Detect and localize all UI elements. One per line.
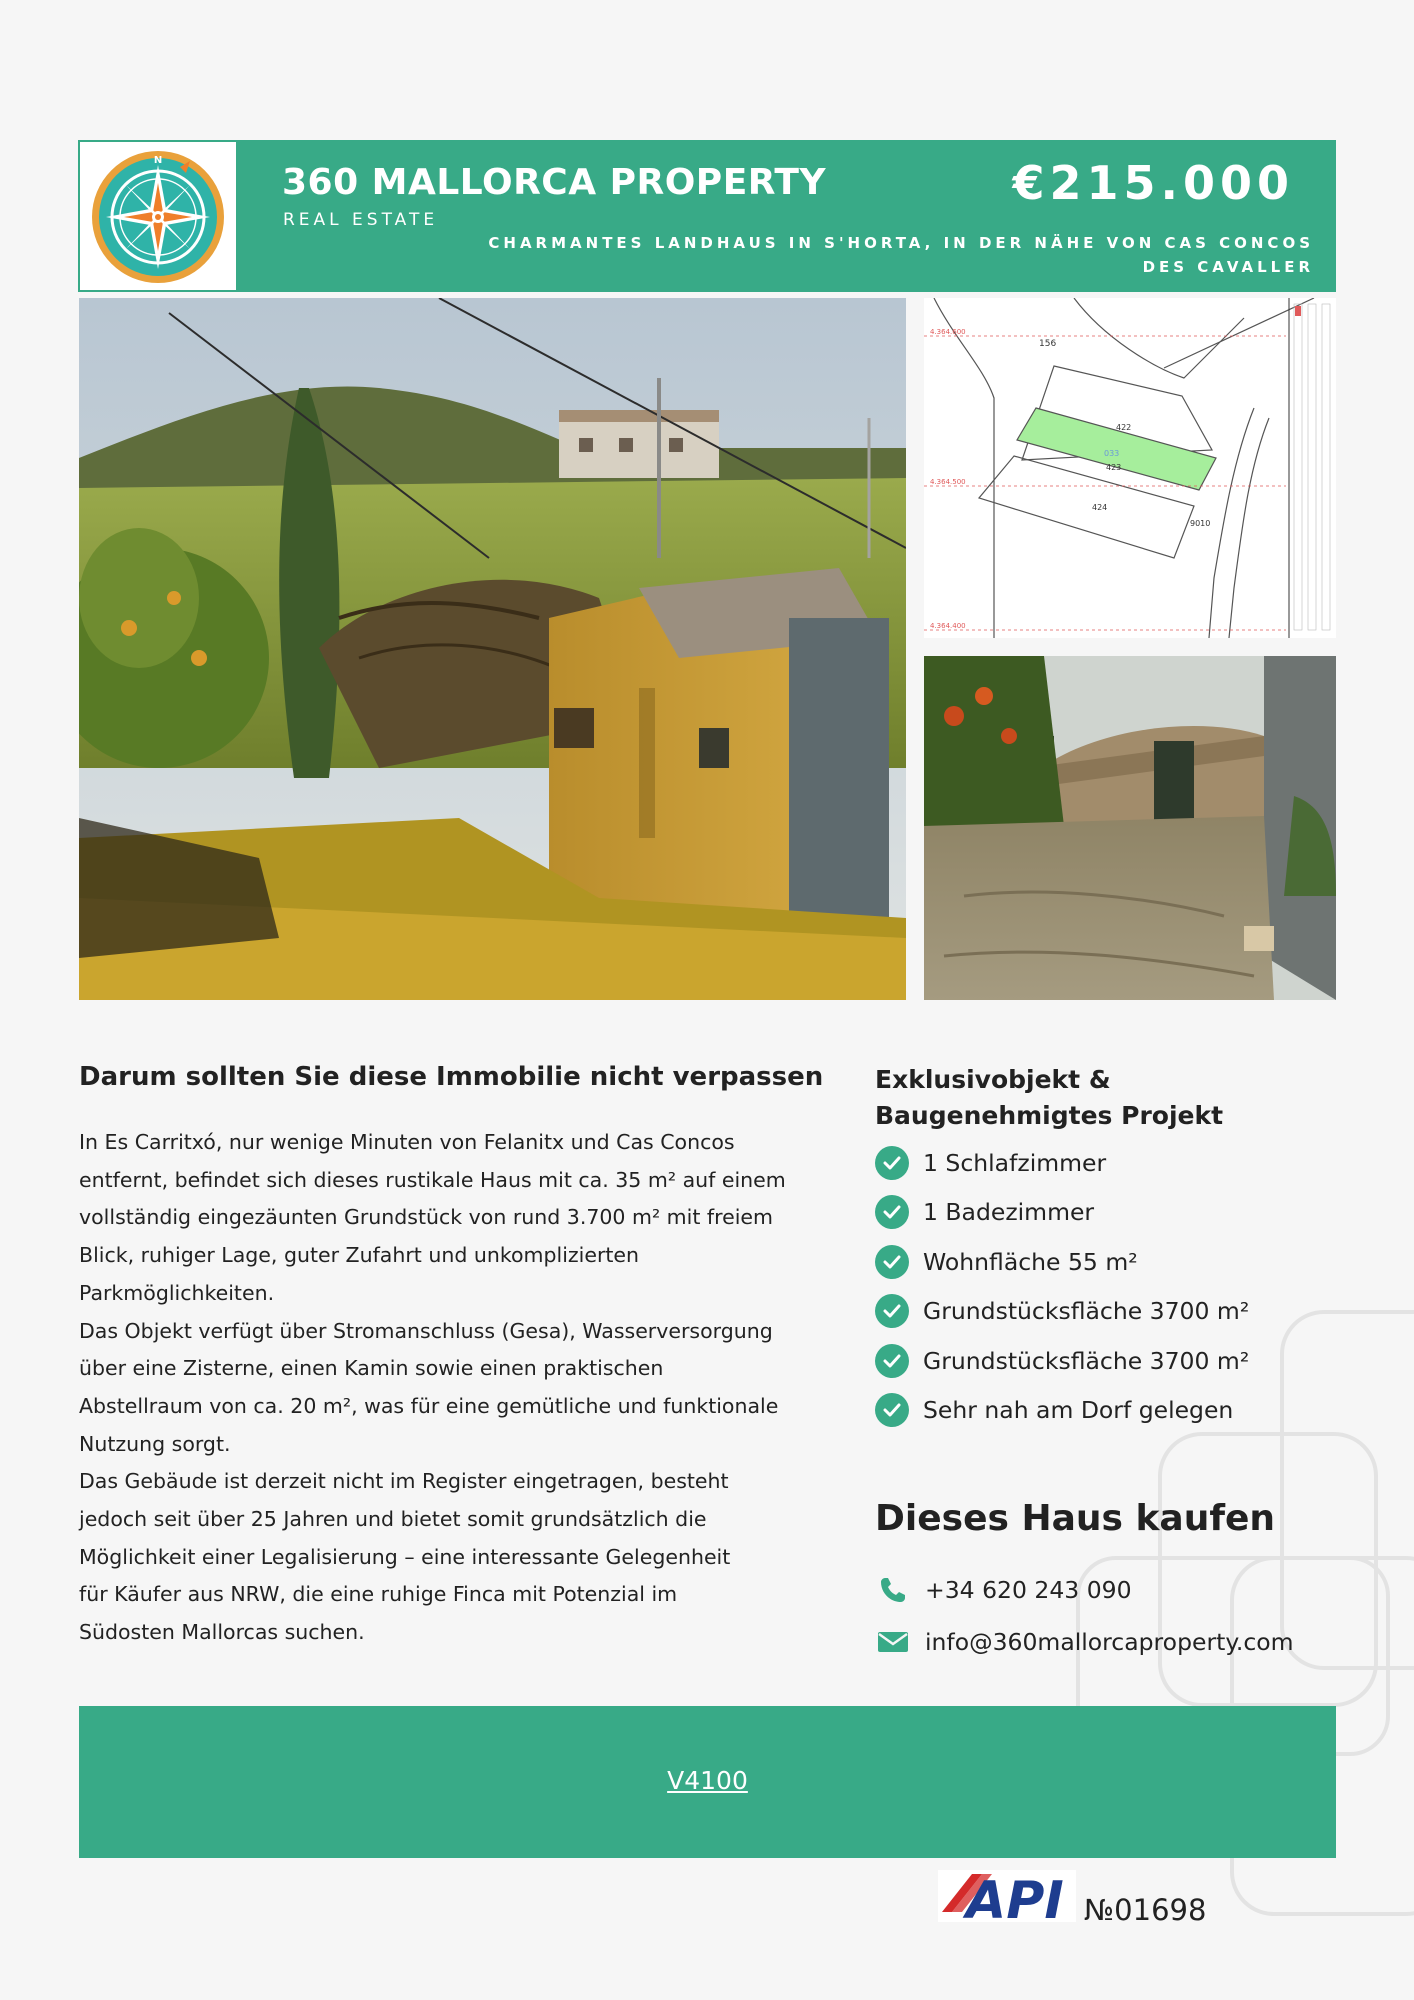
description-line: für Käufer aus NRW, die eine ruhige Finca mit Potenzial im: [79, 1582, 678, 1607]
description-line: über eine Zisterne, einen Kamin sowie einen praktischen: [79, 1356, 664, 1381]
feature-label: Sehr nah am Dorf gelegen: [923, 1396, 1234, 1425]
check-circle-icon: [875, 1195, 909, 1229]
feature-item: [875, 1237, 1249, 1287]
feature-label: Grundstücksfläche 3700 m²: [923, 1346, 1250, 1375]
yard-photo: [924, 656, 1336, 1000]
description-line: entfernt, befindet sich dieses rustikale Haus mit ca. 35 m² auf einem: [79, 1167, 786, 1192]
description-line: Das Objekt verfügt über Stromanschluss (Gesa), Wasserversorgung: [79, 1318, 773, 1343]
api-logo: [938, 1866, 1078, 1926]
plan-label: 4.364.400: [930, 622, 966, 630]
phone-number[interactable]: +34 620 243 090: [925, 1576, 1132, 1604]
logo: [80, 142, 236, 290]
description-line: Südosten Mallorcas suchen.: [79, 1620, 365, 1645]
envelope-icon: [875, 1626, 911, 1658]
description-line: Nutzung sorgt.: [79, 1431, 231, 1456]
plan-label: 156: [1039, 339, 1057, 349]
feature-label: Wohnfläche 55 m²: [923, 1247, 1138, 1276]
feature-label: Grundstücksfläche 3700 m²: [923, 1297, 1250, 1326]
api-registration-number: №01698: [1084, 1893, 1207, 1927]
api-logo-text: API: [966, 1871, 1064, 1926]
contact-heading: Dieses Haus kaufen: [875, 1498, 1276, 1539]
svg-text:N: N: [153, 155, 163, 166]
footer-banner: [79, 1706, 1336, 1858]
description-line: Parkmöglichkeiten.: [79, 1280, 275, 1305]
feature-item: [875, 1188, 1249, 1238]
description-body: [79, 1124, 799, 1652]
check-circle-icon: [875, 1245, 909, 1279]
compass-logo-icon: [86, 147, 230, 287]
property-price: €215.000: [1012, 156, 1294, 210]
brand-name: 360 MALLORCA PROPERTY: [282, 162, 827, 203]
email-contact[interactable]: [875, 1626, 1294, 1658]
plan-label: 424: [1092, 503, 1108, 512]
cadastral-plan: [924, 298, 1336, 638]
check-circle-icon: [875, 1344, 909, 1378]
plan-label: 422: [1116, 423, 1132, 432]
description-heading: Darum sollten Sie diese Immobilie nicht verpassen: [79, 1062, 824, 1092]
description-line: Das Gebäude ist derzeit nicht im Register eingetragen, besteht: [79, 1469, 729, 1494]
plan-label: 033: [1104, 449, 1120, 458]
phone-icon: [875, 1574, 911, 1606]
feature-item: [875, 1138, 1249, 1188]
feature-label: 1 Schlafzimmer: [923, 1148, 1107, 1177]
features-list: [875, 1138, 1249, 1435]
property-tagline: CHARMANTES LANDHAUS IN S'HORTA, IN DER NÄHE VON CAS CONCOS DES CAVALLER: [488, 234, 1314, 276]
check-circle-icon: [875, 1294, 909, 1328]
description-line: Möglichkeit einer Legalisierung – eine interessante Gelegenheit: [79, 1544, 731, 1569]
check-circle-icon: [875, 1393, 909, 1427]
feature-item: [875, 1336, 1249, 1386]
plan-label: 4.364.600: [930, 328, 966, 336]
feature-item: [875, 1287, 1249, 1337]
reference-link[interactable]: V4100: [667, 1766, 748, 1795]
description-line: jedoch seit über 25 Jahren und bietet somit grundsätzlich die: [79, 1507, 707, 1532]
plan-label: 9010: [1190, 519, 1211, 528]
email-address[interactable]: info@360mallorcaproperty.com: [925, 1628, 1294, 1656]
feature-item: [875, 1386, 1249, 1436]
description-line: In Es Carritxó, nur wenige Minuten von Felanitx und Cas Concos: [79, 1130, 735, 1154]
feature-label: 1 Badezimmer: [923, 1198, 1095, 1227]
features-heading: Exklusivobjekt & Baugenehmigtes Projekt: [875, 1065, 1224, 1130]
phone-contact[interactable]: [875, 1574, 1132, 1606]
header-banner: [78, 140, 1336, 292]
plan-label: 423: [1106, 463, 1122, 472]
description-line: Abstellraum von ca. 20 m², was für eine gemütliche und funktionale: [79, 1393, 779, 1418]
plan-label: 4.364.500: [930, 478, 966, 486]
house-photo: [79, 298, 906, 1000]
check-circle-icon: [875, 1146, 909, 1180]
description-line: vollständig eingezäunten Grundstück von rund 3.700 m² mit freiem: [79, 1205, 773, 1230]
brand-subtitle: REAL ESTATE: [283, 210, 439, 230]
description-line: Blick, ruhiger Lage, guter Zufahrt und unkomplizierten: [79, 1243, 640, 1268]
